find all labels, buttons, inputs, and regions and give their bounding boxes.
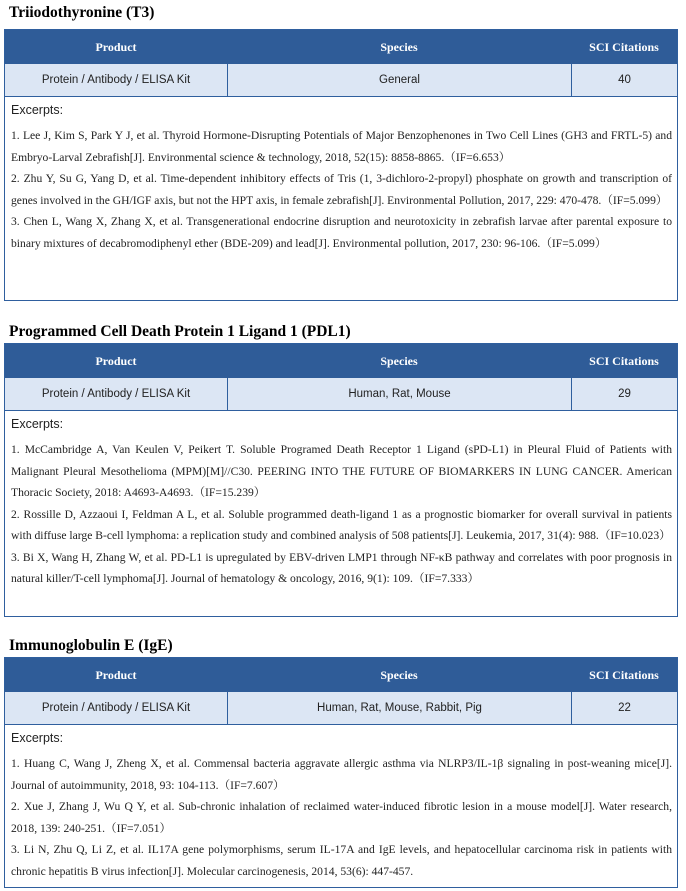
section-t3 bbox=[0, 4, 686, 302]
reference-list bbox=[11, 753, 672, 882]
cell-citations: 29 bbox=[571, 378, 677, 410]
table-header bbox=[5, 344, 677, 378]
header-citations: SCI Citations bbox=[589, 667, 659, 682]
reference-item: 1. Lee J, Kim S, Park Y J, et al. Thyroid Hormone-Disrupting Potentials of Major Benzophenones in Two Cell Lines (GH3 and FRTL-5) and Embryo-Larval Zebrafish[J]. Environmental science & technology, 2018, 52(15): 8858-8865.（IF=6.653） bbox=[11, 129, 672, 164]
cell-citations: 22 bbox=[571, 692, 677, 724]
header-citations: SCI Citations bbox=[589, 353, 659, 368]
table-row bbox=[5, 64, 677, 97]
excerpts-label: Excerpts: bbox=[11, 417, 64, 431]
product-box bbox=[4, 657, 678, 888]
cell-citations: 40 bbox=[571, 64, 677, 96]
reference-item: 1. Huang C, Wang J, Zheng X, et al. Commensal bacteria aggravate allergic asthma via NLRP3/IL-1β signaling in post-weaning mice[J]. Journal of autoimmunity, 2018, 93: 104-113.（IF=7.607） bbox=[11, 757, 672, 792]
excerpts bbox=[5, 411, 677, 590]
excerpts bbox=[5, 97, 677, 254]
section-pdl1 bbox=[0, 323, 686, 619]
cell-species: Human, Rat, Mouse bbox=[227, 378, 571, 410]
excerpts-label: Excerpts: bbox=[11, 731, 64, 745]
reference-list bbox=[11, 439, 672, 590]
product-box bbox=[4, 29, 678, 301]
header-product: Product bbox=[95, 353, 137, 368]
header-citations: SCI Citations bbox=[589, 39, 659, 54]
reference-list bbox=[11, 125, 672, 254]
section-title: Immunoglobulin E (IgE) bbox=[9, 637, 173, 654]
section-ige bbox=[0, 637, 686, 889]
excerpts-label: Excerpts: bbox=[11, 103, 64, 117]
product-box bbox=[4, 343, 678, 617]
reference-item: 2. Zhu Y, Su G, Yang D, et al. Time-dependent inhibitory effects of Tris (1, 3-dichloro-2-propyl) phosphate on growth and transcription of genes involved in the GH/IGF axis, but not the HPT axis, in female zebrafish[J]. Environmental Pollution, 2017, 229: 470-478.（IF=5.099） bbox=[11, 172, 672, 207]
cell-product: Protein / Antibody / ELISA Kit bbox=[41, 388, 191, 400]
header-species: Species bbox=[380, 667, 418, 682]
excerpts bbox=[5, 725, 677, 882]
cell-product: Protein / Antibody / ELISA Kit bbox=[41, 702, 191, 714]
reference-item: 3. Bi X, Wang H, Zhang W, et al. PD-L1 is upregulated by EBV-driven LMP1 through NF-κB pathway and correlates with poor prognosis in natural killer/T-cell lymphoma[J]. Journal of hematology & oncology, 2016, 9(1): 109.（IF=7.333） bbox=[11, 550, 672, 585]
reference-item: 2. Xue J, Zhang J, Wu Q Y, et al. Sub-chronic inhalation of reclaimed water-induced fibrotic lesion in a mouse model[J]. Water research, 2018, 139: 240-251.（IF=7.051） bbox=[11, 800, 672, 835]
cell-species: General bbox=[227, 64, 571, 96]
table-header bbox=[5, 658, 677, 692]
cell-product: Protein / Antibody / ELISA Kit bbox=[41, 74, 191, 86]
reference-item: 1. McCambridge A, Van Keulen V, Peikert T. Soluble Programed Death Receptor 1 Ligand (sPD-L1) in Pleural Fluid of Patients with Malignant Pleural Mesothelioma (MPM)[M]//C30. PEERING INTO THE FUTURE OF BIOMARKERS IN LUNG CANCER. American Thoracic Society, 2018: A4693-A4693.（IF=15.239） bbox=[11, 443, 672, 499]
section-title: Programmed Cell Death Protein 1 Ligand 1 (PDL1) bbox=[9, 323, 351, 340]
header-product: Product bbox=[95, 667, 137, 682]
table-header bbox=[5, 30, 677, 64]
header-species: Species bbox=[380, 353, 418, 368]
section-title: Triiodothyronine (T3) bbox=[9, 4, 155, 21]
header-species: Species bbox=[380, 39, 418, 54]
reference-item: 2. Rossille D, Azzaoui I, Feldman A L, et al. Soluble programmed death-ligand 1 as a prognostic biomarker for overall survival in patients with diffuse large B-cell lymphoma: a replication study and combined analysis of 508 patients[J]. Leukemia, 2017, 31(4): 988.（IF=10.023） bbox=[11, 507, 672, 542]
reference-item: 3. Chen L, Wang X, Zhang X, et al. Transgenerational endocrine disruption and neurotoxicity in zebrafish larvae after parental exposure to binary mixtures of decabromodiphenyl ether (BDE-209) and lead[J]. Environmental pollution, 2017, 230: 96-106.（IF=5.099） bbox=[11, 215, 672, 250]
cell-species: Human, Rat, Mouse, Rabbit, Pig bbox=[227, 692, 571, 724]
table-row bbox=[5, 378, 677, 411]
header-product: Product bbox=[95, 39, 137, 54]
table-row bbox=[5, 692, 677, 725]
reference-item: 3. Li N, Zhu Q, Li Z, et al. IL17A gene polymorphisms, serum IL-17A and IgE levels, and hepatocellular carcinoma risk in patients with chronic hepatitis B virus infection[J]. Molecular carcinogenesis, 2014, 53(6): 447-457. bbox=[11, 843, 672, 878]
